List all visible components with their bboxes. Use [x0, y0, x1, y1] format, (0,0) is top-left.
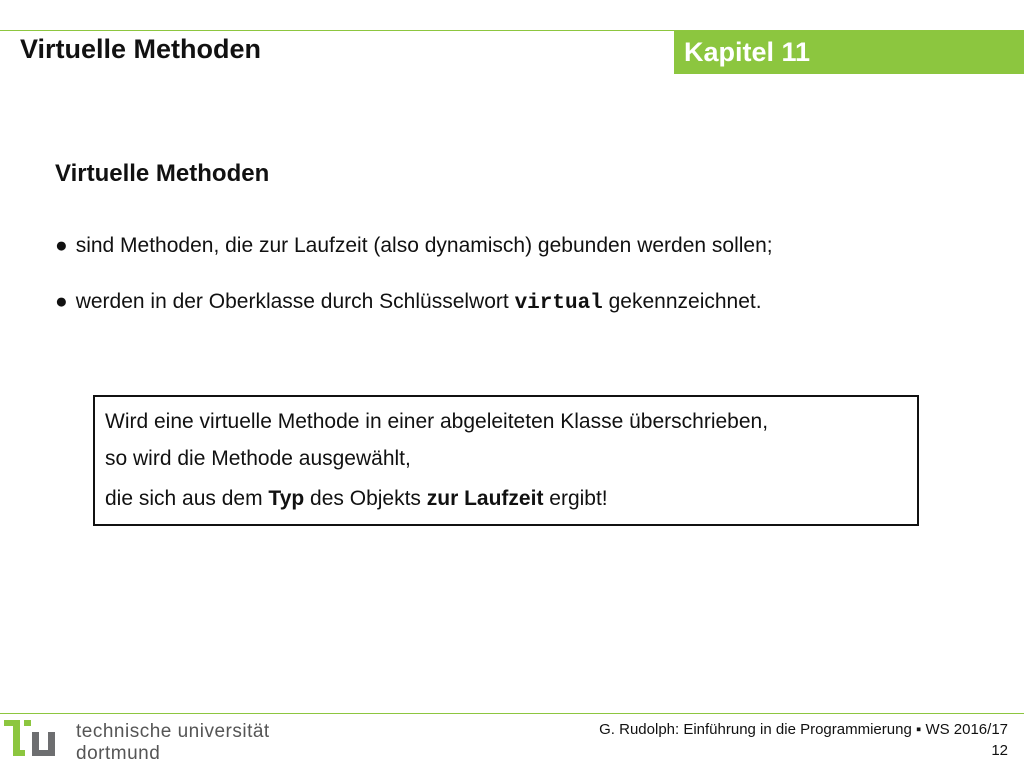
definition-emphasis-type: Typ [268, 487, 305, 510]
footer-credit: G. Rudolph: Einführung in die Programmierung ▪ WS 2016/17 [599, 721, 1008, 738]
tu-logo-icon [4, 716, 70, 764]
bullet-icon: ● [55, 290, 68, 313]
chapter-badge [674, 31, 1024, 74]
bullet-text-after: gekennzeichnet. [602, 290, 762, 313]
definition-line-2: so wird die Methode ausgewählt, [105, 447, 411, 470]
definition-text: die sich aus dem [105, 487, 269, 510]
slide-heading: Virtuelle Methoden [55, 160, 270, 187]
code-keyword: virtual [514, 292, 603, 315]
page-title: Virtuelle Methoden [20, 34, 262, 64]
definition-line-1: Wird eine virtuelle Methode in einer abgeleiteten Klasse überschrieben, [105, 410, 769, 433]
definition-emphasis-runtime: zur Laufzeit [426, 487, 544, 510]
footer-rule [0, 713, 1024, 714]
page-number: 12 [991, 742, 1008, 759]
university-line-2: dortmund [76, 743, 161, 764]
bullet-icon: ● [55, 234, 68, 257]
chapter-label: Kapitel 11 [684, 37, 811, 67]
university-name [76, 721, 270, 765]
definition-line-3 [105, 479, 907, 519]
definition-text: des Objekts [304, 487, 427, 510]
bullet-item [55, 234, 773, 258]
bullet-text-before: werden in der Oberklasse durch Schlüsselwort [75, 290, 515, 313]
university-line-1: technische universität [76, 721, 270, 742]
bullet-text: sind Methoden, die zur Laufzeit (also dynamisch) gebunden werden sollen; [75, 234, 773, 257]
definition-box [93, 395, 919, 526]
bullet-item [55, 290, 762, 315]
definition-text: ergibt! [543, 487, 608, 510]
